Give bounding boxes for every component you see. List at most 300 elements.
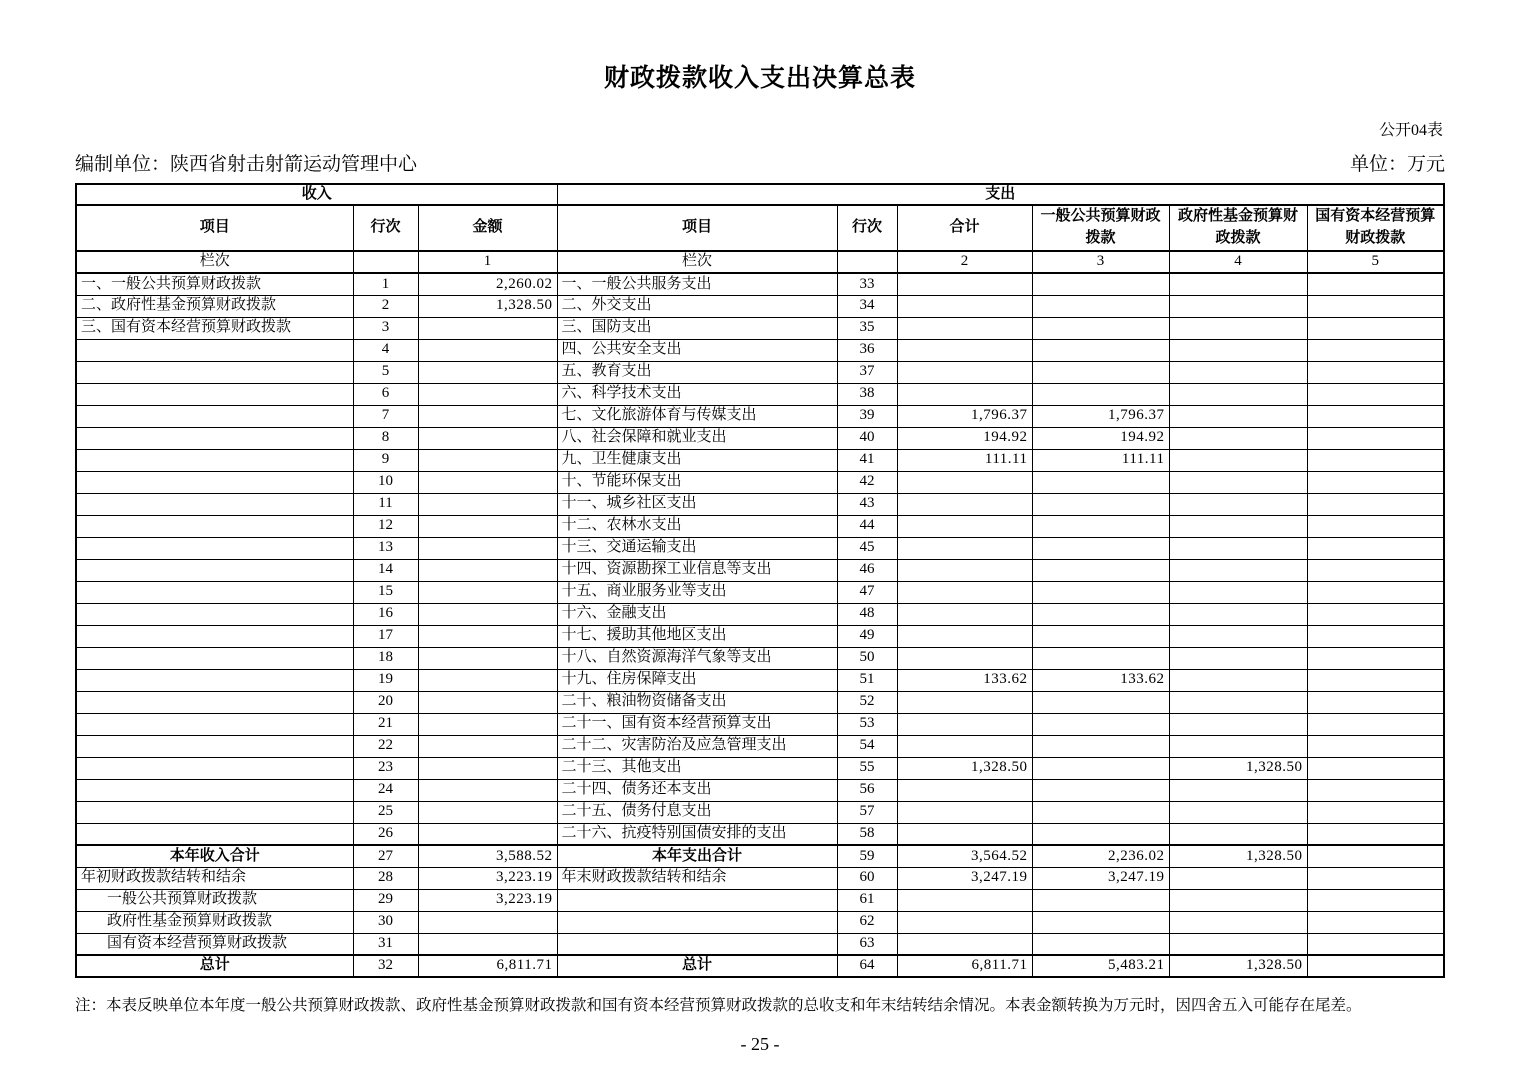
expense-total-cell [897, 691, 1032, 713]
expense-item-cell: 十六、金融支出 [557, 603, 837, 625]
income-line-cell: 2 [353, 295, 418, 317]
table-row [76, 559, 1444, 581]
expense-col-state-capital: 国有资本经营预算财政拨款 [1307, 205, 1444, 251]
income-item-cell [76, 779, 353, 801]
table-row [76, 911, 1444, 933]
table-row [76, 955, 1444, 977]
income-item-cell [76, 537, 353, 559]
expense-total-cell [897, 471, 1032, 493]
income-item-cell [76, 757, 353, 779]
income-amount-cell [418, 361, 557, 383]
expense-total-cell [897, 911, 1032, 933]
income-item-cell [76, 603, 353, 625]
page-number: - 25 - [740, 1034, 780, 1054]
expense-gov-fund-cell [1169, 625, 1307, 647]
expense-line-cell: 59 [837, 845, 897, 867]
expense-state-capital-cell [1307, 647, 1444, 669]
table-row [76, 405, 1444, 427]
table-row [76, 735, 1444, 757]
expense-line-cell: 39 [837, 405, 897, 427]
expense-total-cell: 1,796.37 [897, 405, 1032, 427]
income-line-cell: 23 [353, 757, 418, 779]
expense-state-capital-cell [1307, 779, 1444, 801]
prepared-by-label: 编制单位：陕西省射击射箭运动管理中心 [75, 154, 418, 175]
expense-total-cell [897, 713, 1032, 735]
income-line-cell: 19 [353, 669, 418, 691]
income-col-line: 行次 [353, 205, 418, 251]
table-row [76, 647, 1444, 669]
footnote: 注：本表反映单位本年度一般公共预算财政拨款、政府性基金预算财政拨款和国有资本经营预算财政拨款的总收支和年末结转结余情况。本表金额转换为万元时，因四舍五入可能存在尾差。 [75, 997, 1362, 1014]
income-amount-cell [418, 405, 557, 427]
table-row [76, 867, 1444, 889]
expense-gov-fund-cell [1169, 603, 1307, 625]
income-item-cell: 一般公共预算财政拨款 [76, 889, 353, 911]
expense-state-capital-cell [1307, 581, 1444, 603]
income-amount-cell [418, 537, 557, 559]
income-lanci-1: 1 [418, 251, 557, 273]
income-line-cell: 13 [353, 537, 418, 559]
income-amount-cell [418, 317, 557, 339]
expense-general-budget-cell [1032, 295, 1169, 317]
expense-line-cell: 34 [837, 295, 897, 317]
income-line-cell: 27 [353, 845, 418, 867]
income-item-cell [76, 449, 353, 471]
income-item-cell [76, 559, 353, 581]
expense-state-capital-cell [1307, 691, 1444, 713]
expense-total-cell [897, 603, 1032, 625]
income-item-cell: 年初财政拨款结转和结余 [76, 867, 353, 889]
expense-item-cell: 二十四、债务还本支出 [557, 779, 837, 801]
table-row [76, 273, 1444, 295]
income-item-cell [76, 493, 353, 515]
expense-general-budget-cell [1032, 471, 1169, 493]
expense-lanci-label: 栏次 [557, 251, 837, 273]
expense-item-cell: 二十、粮油物资储备支出 [557, 691, 837, 713]
expense-lanci-5: 5 [1307, 251, 1444, 273]
expense-item-cell: 九、卫生健康支出 [557, 449, 837, 471]
income-amount-cell: 1,328.50 [418, 295, 557, 317]
expense-item-cell [557, 933, 837, 955]
unit-label: 单位：万元 [1349, 154, 1445, 175]
expense-gov-fund-cell: 1,328.50 [1169, 845, 1307, 867]
expense-item-cell: 二十六、抗疫特别国债安排的支出 [557, 823, 837, 845]
expense-general-budget-cell: 2,236.02 [1032, 845, 1169, 867]
income-item-cell [76, 669, 353, 691]
expense-state-capital-cell [1307, 295, 1444, 317]
table-row [76, 889, 1444, 911]
expense-general-budget-cell [1032, 603, 1169, 625]
expense-item-cell: 二十五、债务付息支出 [557, 801, 837, 823]
expense-line-cell: 56 [837, 779, 897, 801]
income-lanci-blank [353, 251, 418, 273]
expense-general-budget-cell [1032, 779, 1169, 801]
expense-gov-fund-cell [1169, 779, 1307, 801]
expense-total-cell [897, 361, 1032, 383]
expense-general-budget-cell [1032, 581, 1169, 603]
income-amount-cell [418, 735, 557, 757]
income-line-cell: 8 [353, 427, 418, 449]
expense-general-budget-cell [1032, 625, 1169, 647]
expense-item-cell: 四、公共安全支出 [557, 339, 837, 361]
expense-line-cell: 48 [837, 603, 897, 625]
income-amount-cell: 3,223.19 [418, 867, 557, 889]
expense-general-budget-cell [1032, 691, 1169, 713]
income-line-cell: 29 [353, 889, 418, 911]
income-amount-cell [418, 801, 557, 823]
column-header-row [76, 205, 1444, 251]
income-line-cell: 28 [353, 867, 418, 889]
table-row [76, 427, 1444, 449]
expense-gov-fund-cell [1169, 383, 1307, 405]
expense-state-capital-cell [1307, 801, 1444, 823]
table-row [76, 361, 1444, 383]
income-line-cell: 21 [353, 713, 418, 735]
expense-state-capital-cell [1307, 471, 1444, 493]
expense-general-budget-cell [1032, 823, 1169, 845]
expense-state-capital-cell [1307, 515, 1444, 537]
expense-line-cell: 60 [837, 867, 897, 889]
expense-total-cell: 1,328.50 [897, 757, 1032, 779]
income-item-cell [76, 823, 353, 845]
expense-line-cell: 64 [837, 955, 897, 977]
table-row [76, 515, 1444, 537]
income-line-cell: 31 [353, 933, 418, 955]
expense-total-cell [897, 801, 1032, 823]
expense-general-budget-cell [1032, 757, 1169, 779]
income-item-cell [76, 405, 353, 427]
income-amount-cell [418, 581, 557, 603]
expense-general-budget-cell: 3,247.19 [1032, 867, 1169, 889]
income-amount-cell [418, 515, 557, 537]
expense-item-cell [557, 889, 837, 911]
meta-row [75, 149, 1445, 176]
table-row [76, 295, 1444, 317]
expense-col-line: 行次 [837, 205, 897, 251]
expense-line-cell: 45 [837, 537, 897, 559]
table-row [76, 625, 1444, 647]
income-line-cell: 15 [353, 581, 418, 603]
expense-general-budget-cell: 1,796.37 [1032, 405, 1169, 427]
expense-gov-fund-cell [1169, 581, 1307, 603]
expense-total-cell: 6,811.71 [897, 955, 1032, 977]
expense-gov-fund-cell [1169, 515, 1307, 537]
income-line-cell: 22 [353, 735, 418, 757]
expense-line-cell: 50 [837, 647, 897, 669]
expense-total-cell [897, 625, 1032, 647]
expense-general-budget-cell [1032, 515, 1169, 537]
expense-line-cell: 46 [837, 559, 897, 581]
income-line-cell: 1 [353, 273, 418, 295]
expense-gov-fund-cell [1169, 691, 1307, 713]
table-row [76, 779, 1444, 801]
expense-total-cell [897, 493, 1032, 515]
income-line-cell: 6 [353, 383, 418, 405]
column-index-row [76, 251, 1444, 273]
expense-line-cell: 61 [837, 889, 897, 911]
expense-line-cell: 37 [837, 361, 897, 383]
expense-item-cell: 五、教育支出 [557, 361, 837, 383]
expense-line-cell: 49 [837, 625, 897, 647]
table-row [76, 691, 1444, 713]
expense-state-capital-cell [1307, 427, 1444, 449]
expense-item-cell: 十、节能环保支出 [557, 471, 837, 493]
expense-gov-fund-cell [1169, 823, 1307, 845]
expense-item-cell: 本年支出合计 [557, 845, 837, 867]
expense-total-cell [897, 933, 1032, 955]
income-amount-cell [418, 471, 557, 493]
expense-col-item: 项目 [557, 205, 837, 251]
page-title: 财政拨款收入支出决算总表 [603, 65, 916, 92]
income-item-cell: 一、一般公共预算财政拨款 [76, 273, 353, 295]
table-row [76, 757, 1444, 779]
income-amount-cell [418, 625, 557, 647]
expense-item-cell: 十一、城乡社区支出 [557, 493, 837, 515]
expense-state-capital-cell [1307, 493, 1444, 515]
income-item-cell [76, 361, 353, 383]
table-code-label: 公开04表 [1378, 122, 1443, 139]
income-line-cell: 18 [353, 647, 418, 669]
income-line-cell: 26 [353, 823, 418, 845]
income-item-cell [76, 713, 353, 735]
expense-total-cell [897, 273, 1032, 295]
expense-general-budget-cell [1032, 559, 1169, 581]
expense-gov-fund-cell [1169, 537, 1307, 559]
expense-gov-fund-cell [1169, 713, 1307, 735]
expense-item-cell: 八、社会保障和就业支出 [557, 427, 837, 449]
income-line-cell: 4 [353, 339, 418, 361]
income-item-cell [76, 471, 353, 493]
expense-lanci-blank [837, 251, 897, 273]
expense-total-cell [897, 339, 1032, 361]
expense-col-total: 合计 [897, 205, 1032, 251]
expense-gov-fund-cell [1169, 427, 1307, 449]
expense-item-cell: 十九、住房保障支出 [557, 669, 837, 691]
income-item-cell [76, 625, 353, 647]
expense-lanci-3: 3 [1032, 251, 1169, 273]
income-amount-cell [418, 669, 557, 691]
expense-gov-fund-cell [1169, 559, 1307, 581]
income-item-cell [76, 339, 353, 361]
expense-item-cell: 十五、商业服务业等支出 [557, 581, 837, 603]
expense-gov-fund-cell [1169, 889, 1307, 911]
income-amount-cell [418, 757, 557, 779]
table-row [76, 801, 1444, 823]
income-amount-cell [418, 339, 557, 361]
expense-item-cell: 十四、资源勘探工业信息等支出 [557, 559, 837, 581]
expense-line-cell: 63 [837, 933, 897, 955]
expense-state-capital-cell [1307, 911, 1444, 933]
expense-state-capital-cell [1307, 449, 1444, 471]
expense-total-cell [897, 515, 1032, 537]
expense-gov-fund-cell [1169, 361, 1307, 383]
expense-state-capital-cell [1307, 955, 1444, 977]
expense-item-cell: 二十三、其他支出 [557, 757, 837, 779]
income-col-item: 项目 [76, 205, 353, 251]
income-item-cell [76, 427, 353, 449]
expense-item-cell: 一、一般公共服务支出 [557, 273, 837, 295]
table-row [76, 493, 1444, 515]
expense-total-cell [897, 383, 1032, 405]
table-row [76, 603, 1444, 625]
income-line-cell: 11 [353, 493, 418, 515]
expense-state-capital-cell [1307, 361, 1444, 383]
expense-line-cell: 52 [837, 691, 897, 713]
expense-state-capital-cell [1307, 823, 1444, 845]
income-amount-cell [418, 603, 557, 625]
expense-general-budget-cell [1032, 361, 1169, 383]
expense-gov-fund-cell [1169, 669, 1307, 691]
expense-general-budget-cell [1032, 735, 1169, 757]
expense-general-budget-cell [1032, 713, 1169, 735]
expense-line-cell: 42 [837, 471, 897, 493]
income-line-cell: 24 [353, 779, 418, 801]
income-amount-cell [418, 911, 557, 933]
income-item-cell [76, 515, 353, 537]
expense-line-cell: 36 [837, 339, 897, 361]
expense-gov-fund-cell [1169, 933, 1307, 955]
expense-gov-fund-cell [1169, 735, 1307, 757]
income-amount-cell [418, 449, 557, 471]
expense-state-capital-cell [1307, 735, 1444, 757]
income-line-cell: 10 [353, 471, 418, 493]
expense-line-cell: 53 [837, 713, 897, 735]
expense-state-capital-cell [1307, 537, 1444, 559]
expense-total-cell [897, 889, 1032, 911]
income-amount-cell [418, 691, 557, 713]
income-amount-cell [418, 779, 557, 801]
expense-line-cell: 57 [837, 801, 897, 823]
expense-total-cell [897, 647, 1032, 669]
table-row [76, 581, 1444, 603]
section-header-row [76, 184, 1444, 205]
expense-general-budget-cell [1032, 493, 1169, 515]
expense-item-cell: 七、文化旅游体育与传媒支出 [557, 405, 837, 427]
expense-state-capital-cell [1307, 273, 1444, 295]
expense-gov-fund-cell [1169, 295, 1307, 317]
table-row [76, 449, 1444, 471]
income-section-header: 收入 [76, 184, 557, 205]
expense-lanci-4: 4 [1169, 251, 1307, 273]
expense-gov-fund-cell: 1,328.50 [1169, 757, 1307, 779]
expense-line-cell: 47 [837, 581, 897, 603]
income-amount-cell [418, 713, 557, 735]
expense-gov-fund-cell [1169, 647, 1307, 669]
expense-item-cell: 十八、自然资源海洋气象等支出 [557, 647, 837, 669]
expense-general-budget-cell [1032, 911, 1169, 933]
expense-item-cell: 二十一、国有资本经营预算支出 [557, 713, 837, 735]
expense-state-capital-cell [1307, 845, 1444, 867]
income-amount-cell [418, 647, 557, 669]
table-row [76, 713, 1444, 735]
expense-lanci-2: 2 [897, 251, 1032, 273]
expense-gov-fund-cell [1169, 911, 1307, 933]
table-row [76, 317, 1444, 339]
income-amount-cell: 3,223.19 [418, 889, 557, 911]
income-item-cell: 三、国有资本经营预算财政拨款 [76, 317, 353, 339]
expense-state-capital-cell [1307, 405, 1444, 427]
expense-state-capital-cell [1307, 867, 1444, 889]
expense-item-cell: 年末财政拨款结转和结余 [557, 867, 837, 889]
expense-line-cell: 62 [837, 911, 897, 933]
expense-item-cell [557, 911, 837, 933]
fiscal-table [75, 183, 1445, 978]
expense-state-capital-cell [1307, 889, 1444, 911]
expense-general-budget-cell: 111.11 [1032, 449, 1169, 471]
expense-state-capital-cell [1307, 317, 1444, 339]
expense-gov-fund-cell [1169, 405, 1307, 427]
income-line-cell: 30 [353, 911, 418, 933]
income-amount-cell: 2,260.02 [418, 273, 557, 295]
income-line-cell: 16 [353, 603, 418, 625]
income-amount-cell [418, 383, 557, 405]
expense-item-cell: 十三、交通运输支出 [557, 537, 837, 559]
expense-item-cell: 二十二、灾害防治及应急管理支出 [557, 735, 837, 757]
table-row [76, 933, 1444, 955]
expense-state-capital-cell [1307, 757, 1444, 779]
table-row [76, 537, 1444, 559]
expense-item-cell: 十七、援助其他地区支出 [557, 625, 837, 647]
expense-item-cell: 三、国防支出 [557, 317, 837, 339]
income-item-cell [76, 581, 353, 603]
expense-line-cell: 35 [837, 317, 897, 339]
expense-total-cell [897, 559, 1032, 581]
income-amount-cell: 6,811.71 [418, 955, 557, 977]
table-row [76, 845, 1444, 867]
expense-total-cell: 133.62 [897, 669, 1032, 691]
expense-total-cell [897, 581, 1032, 603]
expense-gov-fund-cell [1169, 801, 1307, 823]
expense-col-general-budget: 一般公共预算财政拨款 [1032, 205, 1169, 251]
expense-state-capital-cell [1307, 713, 1444, 735]
expense-total-cell [897, 537, 1032, 559]
expense-gov-fund-cell [1169, 339, 1307, 361]
income-item-cell: 总计 [76, 955, 353, 977]
expense-state-capital-cell [1307, 603, 1444, 625]
expense-total-cell [897, 823, 1032, 845]
income-line-cell: 7 [353, 405, 418, 427]
income-amount-cell [418, 427, 557, 449]
expense-total-cell [897, 735, 1032, 757]
income-item-cell [76, 691, 353, 713]
expense-general-budget-cell [1032, 537, 1169, 559]
expense-total-cell: 111.11 [897, 449, 1032, 471]
income-line-cell: 25 [353, 801, 418, 823]
expense-item-cell: 二、外交支出 [557, 295, 837, 317]
expense-gov-fund-cell [1169, 867, 1307, 889]
expense-state-capital-cell [1307, 559, 1444, 581]
expense-gov-fund-cell [1169, 471, 1307, 493]
income-line-cell: 9 [353, 449, 418, 471]
expense-item-cell: 十二、农林水支出 [557, 515, 837, 537]
income-item-cell: 二、政府性基金预算财政拨款 [76, 295, 353, 317]
income-amount-cell [418, 823, 557, 845]
expense-gov-fund-cell [1169, 317, 1307, 339]
expense-state-capital-cell [1307, 669, 1444, 691]
table-row [76, 823, 1444, 845]
expense-general-budget-cell: 194.92 [1032, 427, 1169, 449]
expense-general-budget-cell [1032, 273, 1169, 295]
income-amount-cell [418, 933, 557, 955]
expense-line-cell: 41 [837, 449, 897, 471]
expense-line-cell: 58 [837, 823, 897, 845]
expense-line-cell: 44 [837, 515, 897, 537]
income-amount-cell [418, 559, 557, 581]
expense-section-header: 支出 [557, 184, 1444, 205]
income-line-cell: 5 [353, 361, 418, 383]
income-amount-cell [418, 493, 557, 515]
income-amount-cell: 3,588.52 [418, 845, 557, 867]
expense-general-budget-cell: 133.62 [1032, 669, 1169, 691]
